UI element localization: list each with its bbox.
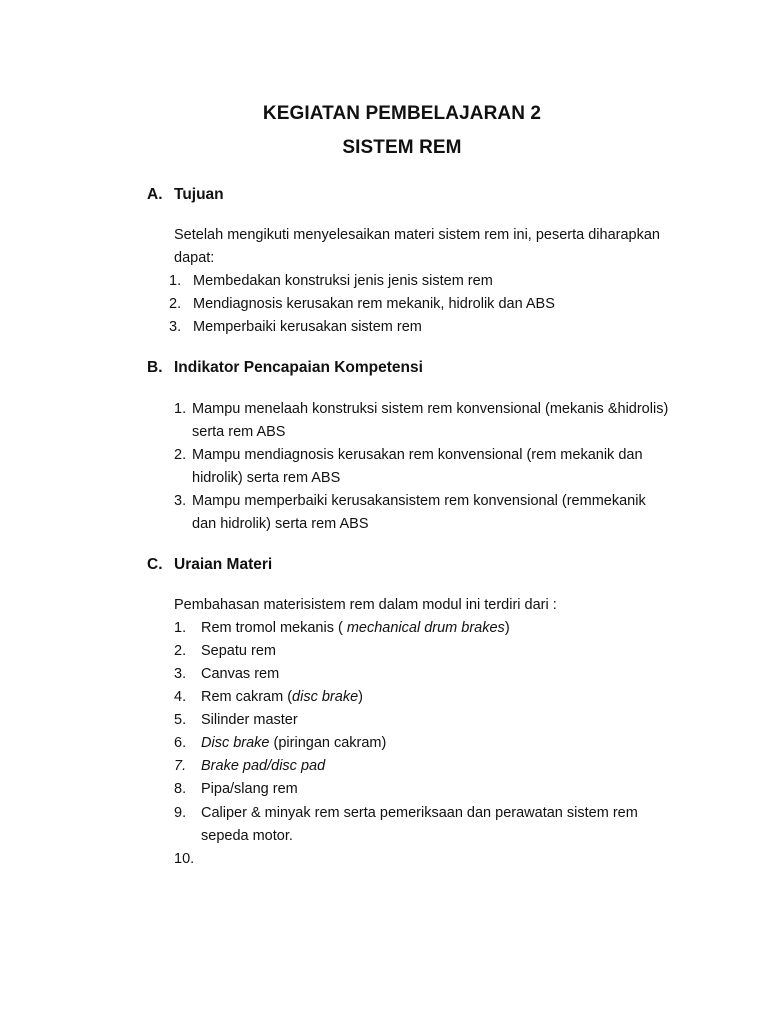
document-title: KEGIATAN PEMBELAJARAN 2 (262, 103, 542, 124)
section-a-intro-line1: Setelah mengikuti menyelesaikan materi sistem rem ini, peserta diharapkan (174, 227, 660, 243)
section-b-title: Indikator Pencapaian Kompetensi (174, 359, 423, 376)
list-item (201, 758, 325, 774)
list-item-continuation: sepeda motor. (201, 828, 293, 844)
list-item-italic-text: disc brake (292, 689, 359, 705)
list-item: Membedakan konstruksi jenis jenis sistem rem (193, 273, 493, 289)
list-item-text: Silinder master (201, 712, 298, 728)
list-item-number: 2. (174, 643, 187, 659)
section-a-letter: A. (147, 186, 163, 203)
section-a-title: Tujuan (174, 186, 224, 203)
list-item-number: 3. (174, 666, 187, 682)
list-item-number: 6. (174, 735, 187, 751)
section-b-letter: B. (147, 359, 163, 376)
list-item: Mendiagnosis kerusakan rem mekanik, hidrolik dan ABS (193, 296, 555, 312)
list-item-text: Canvas rem (201, 666, 280, 682)
document-subtitle: SISTEM REM (342, 137, 462, 158)
list-item: Mampu menelaah konstruksi sistem rem konvensional (mekanis &hidrolis) (192, 401, 669, 417)
list-item-continuation: serta rem ABS (192, 424, 286, 440)
list-item: Mampu memperbaiki kerusakansistem rem konvensional (remmekanik (192, 493, 646, 509)
section-a-heading (147, 186, 224, 204)
list-item: Mampu mendiagnosis kerusakan rem konvensional (rem mekanik dan (192, 447, 643, 463)
list-item (201, 643, 276, 659)
list-item (201, 620, 510, 636)
list-item-number: 7. (174, 758, 187, 774)
section-a-intro-line2: dapat: (174, 250, 215, 266)
list-item-number: 4. (174, 689, 187, 705)
list-item-number: 3. (174, 493, 187, 509)
section-b-heading (147, 359, 423, 377)
list-item-number: 1. (174, 620, 187, 636)
list-item (201, 781, 298, 797)
section-c-letter: C. (147, 556, 163, 573)
list-item-italic-text: Brake pad/disc pad (201, 758, 326, 774)
list-item-number: 3. (169, 319, 182, 335)
list-item-number: 2. (169, 296, 182, 312)
list-item (201, 805, 638, 821)
section-c-heading (147, 556, 272, 574)
list-item-continuation: dan hidrolik) serta rem ABS (192, 516, 369, 532)
list-item-text-suffix: (piringan cakram) (269, 735, 387, 751)
list-item-text: Pipa/slang rem (201, 781, 298, 797)
list-item (201, 689, 363, 705)
list-item-italic-text: Disc brake (201, 735, 270, 751)
list-item-text: Caliper & minyak rem serta pemeriksaan dan perawatan sistem rem (201, 805, 638, 821)
list-item-number: 9. (174, 805, 187, 821)
list-item-continuation: hidrolik) serta rem ABS (192, 470, 341, 486)
list-item-number: 8. (174, 781, 187, 797)
list-item-italic-text: mechanical drum brakes (346, 620, 505, 636)
list-item (201, 712, 298, 728)
list-item-text-suffix: ) (504, 620, 510, 636)
list-item: Memperbaiki kerusakan sistem rem (193, 319, 422, 335)
list-item-number: 5. (174, 712, 187, 728)
list-item-text: Rem cakram ( (201, 689, 293, 705)
list-item (201, 666, 279, 682)
list-item-number: 1. (174, 401, 187, 417)
list-item-number: 1. (169, 273, 182, 289)
list-item-number: 2. (174, 447, 187, 463)
section-c-title: Uraian Materi (174, 556, 273, 573)
list-item-number: 10. (174, 851, 195, 867)
list-item-text: Rem tromol mekanis ( (201, 620, 347, 636)
list-item-text: Sepatu rem (201, 643, 276, 659)
section-c-intro: Pembahasan materisistem rem dalam modul ini terdiri dari : (174, 597, 557, 613)
list-item-text-suffix: ) (358, 689, 363, 705)
list-item (201, 735, 386, 751)
